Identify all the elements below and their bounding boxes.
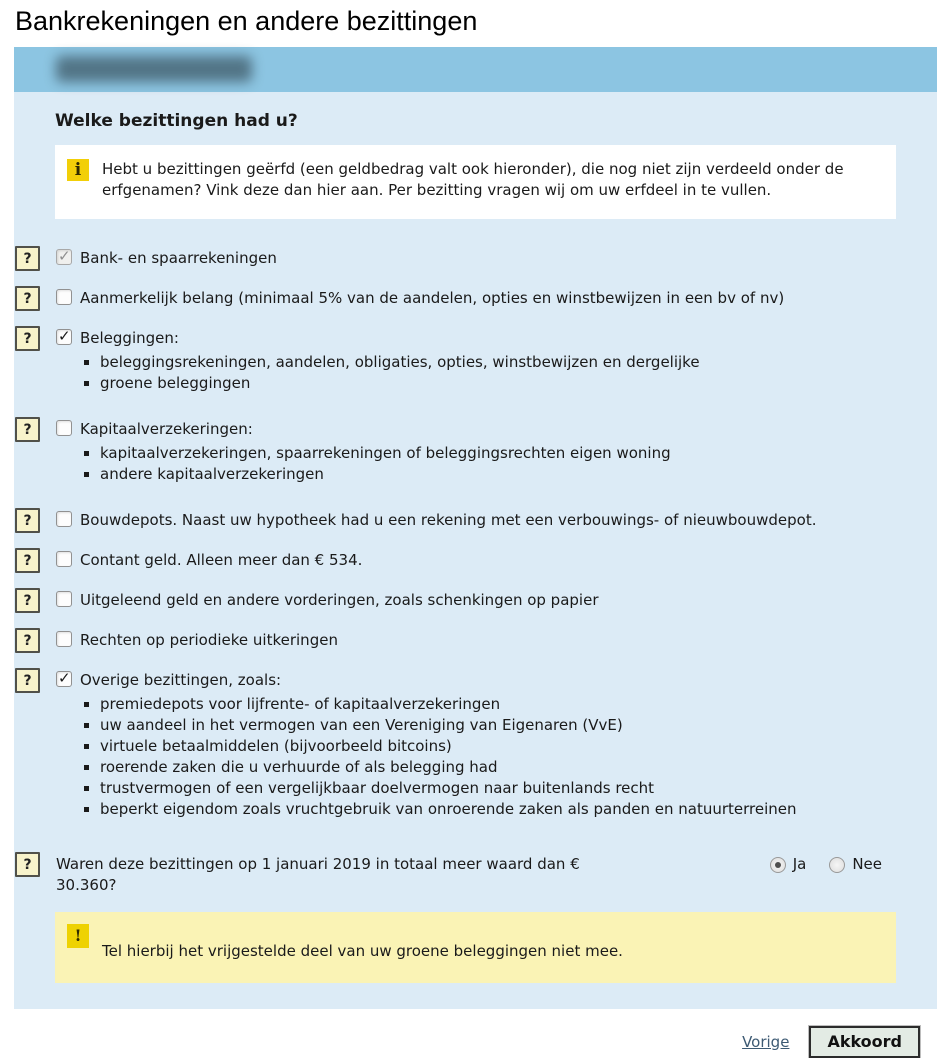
user-header-bar [14,47,937,92]
checkbox-row-kapitaalverzekeringen [14,417,937,493]
help-button-uitgeleend-geld[interactable]: ? [15,588,40,613]
info-box [55,145,896,219]
radio-label: Nee [852,855,882,873]
sub-item: ▪ groene beleggingen [100,373,937,394]
info-icon: i [67,159,89,181]
checkbox-label: Rechten op periodieke uitkeringen [80,631,338,649]
checkbox-contant-geld[interactable] [56,551,72,567]
sub-item-list [80,443,937,485]
help-button-beleggingen[interactable]: ? [15,326,40,351]
checkbox-list [14,246,937,828]
radio-group [770,852,882,875]
sub-item: ▪ beperkt eigendom zoals vruchtgebruik van onroerende zaken als panden en natuurterreinen [100,799,937,820]
help-button-bank-en-spaarrekeningen[interactable]: ? [15,246,40,271]
checkbox-label: Kapitaalverzekeringen: [80,420,253,438]
checkbox-body [80,668,937,828]
previous-link[interactable]: Vorige [742,1032,790,1051]
checkbox-bank-en-spaarrekeningen[interactable] [56,249,72,265]
checkbox-body [80,548,937,571]
info-text: Hebt u bezittingen geërfd (een geldbedrag valt ook hieronder), die nog niet zijn verdeeld onder de erfgenamen? Vink deze dan hier aan. Per bezitting vragen wij om uw erfdeel in te vullen. [102,160,844,199]
checkbox-label: Contant geld. Alleen meer dan € 534. [80,551,363,569]
footer-actions [14,1026,920,1058]
radio-option-ja[interactable] [770,854,807,875]
checkbox-label: Bouwdepots. Naast uw hypotheek had u een rekening met een verbouwings- of nieuwbouwdepot. [80,511,817,529]
checkbox-beleggingen[interactable] [56,329,72,345]
checkbox-row-aanmerkelijk-belang [14,286,937,311]
sub-item: ▪ beleggingsrekeningen, aandelen, obligaties, opties, winstbewijzen en dergelijke [100,352,937,373]
checkbox-body [80,286,937,309]
question-text: Waren deze bezittingen op 1 januari 2019 in totaal meer waard dan € 30.360? [56,855,580,894]
sub-item-list [80,694,937,820]
checkbox-body [80,588,937,611]
page-title: Bankrekeningen en andere bezittingen [15,6,478,36]
help-button-bouwdepots[interactable]: ? [15,508,40,533]
help-button-contant-geld[interactable]: ? [15,548,40,573]
checkbox-row-rechten-periodieke-uitkeringen [14,628,937,653]
checkbox-row-beleggingen [14,326,937,402]
checkbox-label: Beleggingen: [80,329,179,347]
checkbox-row-uitgeleend-geld [14,588,937,613]
form-panel [14,92,937,1009]
sub-item: ▪ andere kapitaalverzekeringen [100,464,937,485]
help-button-overige-bezittingen[interactable]: ? [15,668,40,693]
checkbox-body [80,326,937,402]
sub-item: ▪ uw aandeel in het vermogen van een Vereniging van Eigenaren (VvE) [100,715,937,736]
help-button-question[interactable]: ? [15,852,40,877]
question-row [14,852,937,896]
section-heading: Welke bezittingen had u? [55,111,298,131]
warning-box [55,912,896,983]
checkbox-rechten-periodieke-uitkeringen[interactable] [56,631,72,647]
checkbox-label: Bank- en spaarrekeningen [80,249,277,267]
checkbox-body [80,417,937,493]
checkbox-row-bank-en-spaarrekeningen [14,246,937,271]
radio-ja[interactable] [770,857,786,873]
help-button-kapitaalverzekeringen[interactable]: ? [15,417,40,442]
checkbox-label: Overige bezittingen, zoals: [80,671,282,689]
checkbox-overige-bezittingen[interactable] [56,671,72,687]
checkbox-body [80,628,937,651]
submit-button[interactable]: Akkoord [809,1026,920,1058]
checkbox-label: Aanmerkelijk belang (minimaal 5% van de aandelen, opties en winstbewijzen in een bv of nv) [80,289,785,307]
radio-label: Ja [792,855,807,873]
checkbox-row-overige-bezittingen [14,668,937,828]
sub-item: ▪ kapitaalverzekeringen, spaarrekeningen of beleggingsrechten eigen woning [100,443,937,464]
checkbox-kapitaalverzekeringen[interactable] [56,420,72,436]
checkbox-aanmerkelijk-belang[interactable] [56,289,72,305]
sub-item: ▪ premiedepots voor lijfrente- of kapitaalverzekeringen [100,694,937,715]
redacted-user-name [56,56,252,82]
sub-item-list [80,352,937,394]
checkbox-body [80,508,937,531]
radio-option-nee[interactable] [829,854,882,875]
help-button-rechten-periodieke-uitkeringen[interactable]: ? [15,628,40,653]
sub-item: ▪ roerende zaken die u verhuurde of als belegging had [100,757,937,778]
checkbox-uitgeleend-geld[interactable] [56,591,72,607]
checkbox-body [80,246,937,269]
help-button-aanmerkelijk-belang[interactable]: ? [15,286,40,311]
warning-text: Tel hierbij het vrijgestelde deel van uw groene beleggingen niet mee. [102,942,623,960]
checkbox-bouwdepots[interactable] [56,511,72,527]
checkbox-label: Uitgeleend geld en andere vorderingen, zoals schenkingen op papier [80,591,599,609]
checkbox-row-bouwdepots [14,508,937,533]
checkbox-row-contant-geld [14,548,937,573]
sub-item: ▪ virtuele betaalmiddelen (bijvoorbeeld bitcoins) [100,736,937,757]
sub-item: ▪ trustvermogen of een vergelijkbaar doelvermogen naar buitenlands recht [100,778,937,799]
exclamation-icon: ! [67,924,89,948]
radio-nee[interactable] [829,857,845,873]
